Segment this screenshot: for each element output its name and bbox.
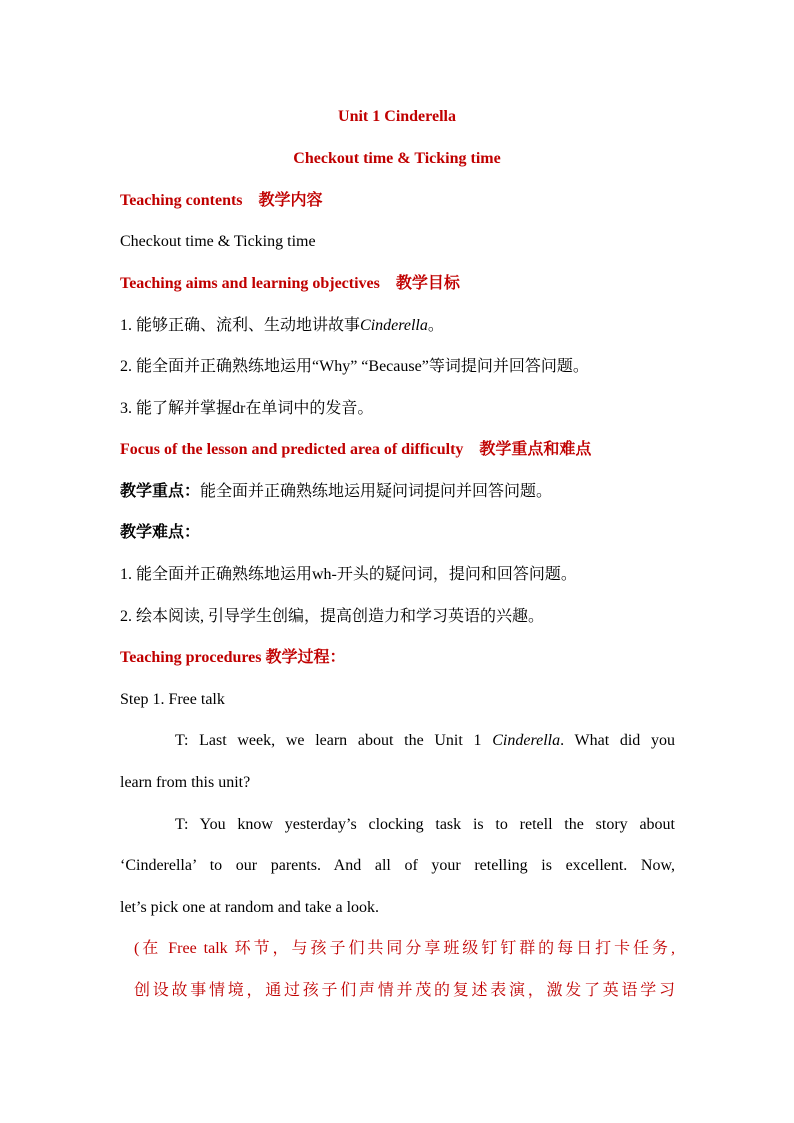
section-heading-procedures: Teaching procedures 教学过程：	[120, 649, 346, 666]
section-heading-contents: Teaching contents 教学内容	[120, 192, 323, 209]
aim-item-1-suffix: 。	[427, 317, 444, 334]
section-heading-focus: Focus of the lesson and predicted area of difficulty 教学重点和难点	[120, 441, 592, 458]
aim-item-1-text: 1. 能够正确、流利、生动地讲故事	[120, 317, 361, 334]
difficulty-item-2: 2. 绘本阅读, 引导学生创编，提高创造力和学习英语的兴趣。	[120, 608, 545, 625]
p1-italic: Cinderella	[492, 732, 561, 749]
procedure-paragraph-1-line-1	[175, 731, 675, 751]
procedure-paragraph-1-line-2: learn from this unit?	[120, 774, 251, 791]
key-point-text: 能全面并正确熟练地运用疑问词提问并回答问题。	[200, 483, 553, 500]
difficulty-item-1: 1. 能全面并正确熟练地运用wh-开头的疑问词，提问和回答问题。	[120, 566, 577, 583]
p1-prefix: T: Last week, we learn about the Unit 1	[175, 732, 493, 749]
aim-item-3: 3. 能了解并掌握dr在单词中的发音。	[120, 400, 374, 417]
section-heading-aims: Teaching aims and learning objectives 教学目标	[120, 275, 460, 292]
aim-item-1-italic: Cinderella	[360, 317, 428, 334]
aim-item-2: 2. 能全面并正确熟练地运用“Why” “Because”等词提问并回答问题。	[120, 358, 589, 375]
contents-text: Checkout time & Ticking time	[120, 233, 316, 250]
document-subtitle: Checkout time & Ticking time	[293, 150, 501, 167]
p1-suffix: . What did you	[560, 732, 675, 749]
aim-item-1	[120, 316, 675, 336]
teaching-note-line-1: (在 Free talk 环节，与孩子们共同分享班级钉钉群的每日打卡任务,	[134, 940, 675, 957]
procedure-paragraph-2-line-3: let’s pick one at random and take a look.	[120, 899, 380, 916]
step-1-heading: Step 1. Free talk	[120, 691, 225, 708]
teaching-note-line-2: 创设故事情境，通过孩子们声情并茂的复述表演，激发了英语学习	[134, 982, 675, 999]
key-point	[120, 482, 675, 502]
key-point-label: 教学重点：	[120, 483, 201, 500]
procedure-paragraph-2-line-2: ‘Cinderella’ to our parents. And all of your retelling is excellent. Now,	[120, 857, 675, 874]
document-title: Unit 1 Cinderella	[338, 108, 456, 125]
difficulty-label: 教学难点：	[120, 524, 201, 541]
procedure-paragraph-2-line-1: T: You know yesterday’s clocking task is to retell the story about	[175, 816, 675, 833]
